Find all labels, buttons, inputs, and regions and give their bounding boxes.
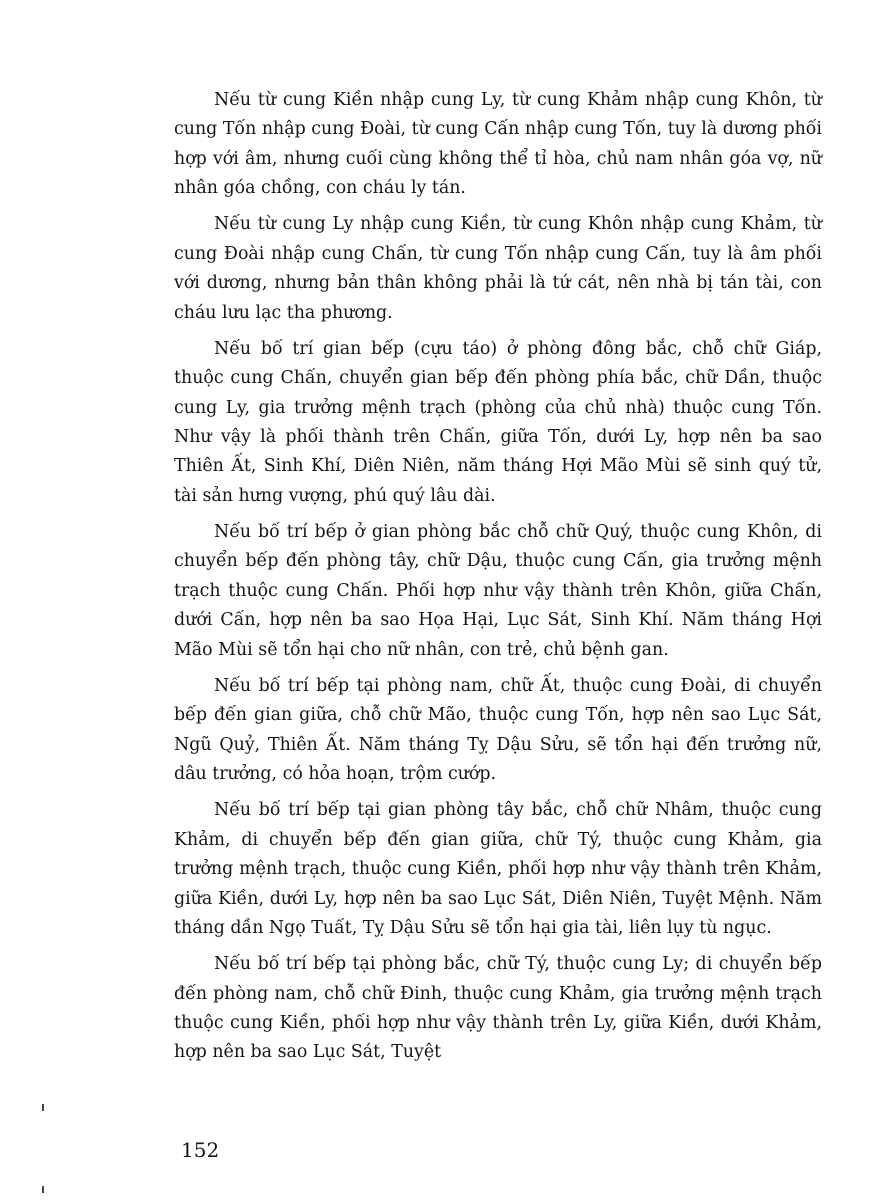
page-number: 152 bbox=[181, 1138, 220, 1162]
paragraph-5: Nếu bố trí bếp tại phòng nam, chữ Ất, thuộc cung Đoài, di chuyển bếp đến gian giữa, chỗ chữ Mão, thuộc cung Tốn, hợp nên sao Lục Sát, Ngũ Quỷ, Thiên Ất. Năm tháng Tỵ Dậu Sửu, sẽ tổn hại đến trưởng nữ, dâu trưởng, có hỏa hoạn, trộm cướp. bbox=[174, 675, 822, 785]
paragraph-6: Nếu bố trí bếp tại gian phòng tây bắc, chỗ chữ Nhâm, thuộc cung Khảm, di chuyển bếp đến gian giữa, chữ Tý, thuộc cung Khảm, gia trưởng mệnh trạch, thuộc cung Kiền, phối hợp như vậy thành trên Khảm, giữa Kiền, dưới Ly, hợp nên ba sao Lục Sát, Diên Niên, Tuyệt Mệnh. Năm tháng dần Ngọ Tuất, Tỵ Dậu Sửu sẽ tổn hại gia tài, liên lụy tù ngục. bbox=[174, 800, 822, 938]
paragraph-2: Nếu từ cung Ly nhập cung Kiền, từ cung Khôn nhập cung Khảm, từ cung Đoài nhập cung Chấn, từ cung Tốn nhập cung Cấn, tuy là âm phối với dương, nhưng bản thân không phải là tứ cát, nên nhà bị tán tài, con cháu lưu lạc tha phương. bbox=[174, 214, 822, 323]
scan-speck bbox=[42, 1104, 44, 1111]
paragraph-7: Nếu bố trí bếp tại phòng bắc, chữ Tý, thuộc cung Ly; di chuyển bếp đến phòng nam, chỗ chữ Đinh, thuộc cung Khảm, gia trưởng mệnh trạch thuộc cung Kiền, phối hợp như vậy thành trên Ly, giữa Kiền, dưới Khảm, hợp nên ba sao Lục Sát, Tuyệt bbox=[174, 954, 822, 1063]
paragraph-3: Nếu bố trí gian bếp (cựu táo) ở phòng đông bắc, chỗ chữ Giáp, thuộc cung Chấn, chuyển gian bếp đến phòng phía bắc, chữ Dần, thuộc cung Ly, gia trưởng mệnh trạch (phòng của chủ nhà) thuộc cung Tốn. Như vậy là phối thành trên Chấn, giữa Tốn, dưới Ly, hợp nên ba sao Thiên Ất, Sinh Khí, Diên Niên, năm tháng Hợi Mão Mùi sẽ sinh quý tử, tài sản hưng vượng, phú quý lâu dài. bbox=[174, 338, 822, 506]
paragraph-4: Nếu bố trí bếp ở gian phòng bắc chỗ chữ Quý, thuộc cung Khôn, di chuyển bếp đến phòng tây, chữ Dậu, thuộc cung Cấn, gia trưởng mệnh trạch thuộc cung Chấn. Phối hợp như vậy thành trên Khôn, giữa Chấn, dưới Cấn, hợp nên ba sao Họa Hại, Lục Sát, Sinh Khí. Năm tháng Hợi Mão Mùi sẽ tổn hại cho nữ nhân, con trẻ, chủ bệnh gan. bbox=[174, 522, 822, 660]
paragraph-1: Nếu từ cung Kiền nhập cung Ly, từ cung Khảm nhập cung Khôn, từ cung Tốn nhập cung Đoài, từ cung Cấn nhập cung Tốn, tuy là dương phối hợp với âm, nhưng cuối cùng không thể tỉ hòa, chủ nam nhân góa vợ, nữ nhân góa chồng, con cháu ly tán. bbox=[174, 90, 822, 199]
scan-speck bbox=[42, 1186, 44, 1193]
body-text bbox=[174, 86, 822, 1075]
